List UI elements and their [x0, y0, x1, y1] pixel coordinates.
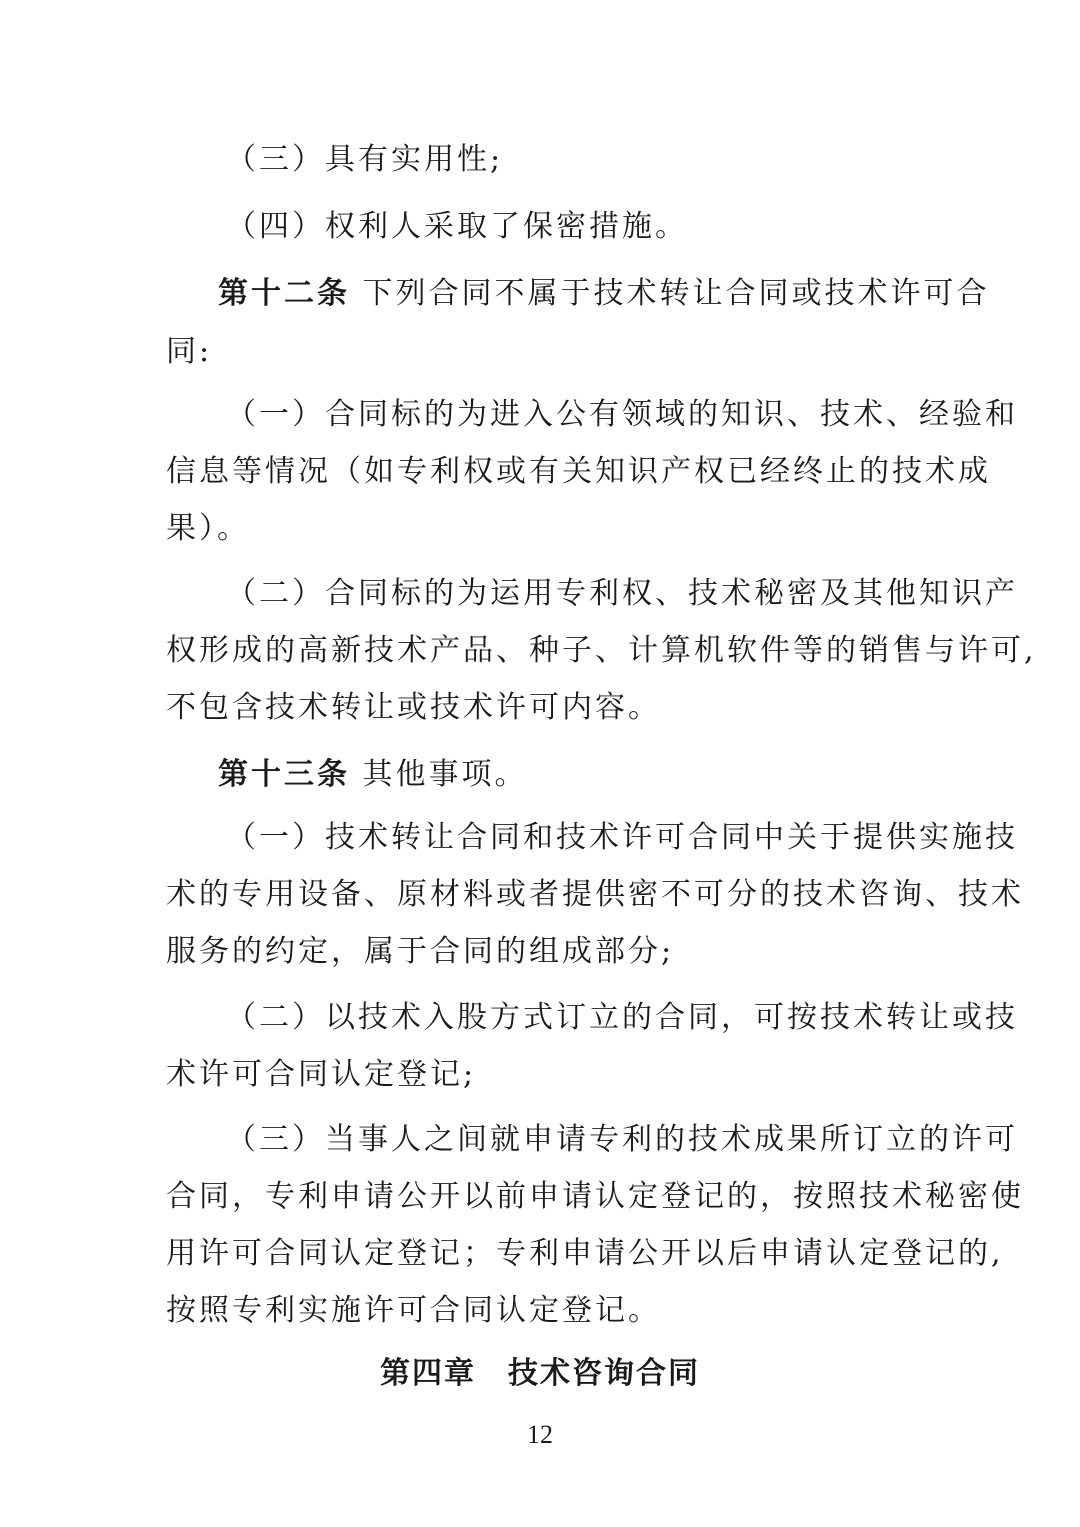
article-12-item-2-line-3: 不包含技术转让或技术许可内容。 [166, 690, 661, 725]
article-12-item-1-line-3: 果）。 [166, 511, 250, 546]
article-12-heading: 第十二条 [218, 276, 350, 311]
article-13-item-3-line-3: 用许可合同认定登记；专利申请公开以后申请认定登记的, [166, 1236, 1004, 1271]
article-13-item-2-line-2: 术许可合同认定登记; [166, 1057, 477, 1092]
article-12-line-1 [218, 274, 990, 314]
article-13-item-2-line-1: （二）以技术入股方式订立的合同，可按技术转让或技 [226, 1000, 1018, 1035]
article-13-item-1-line-1: （一）技术转让合同和技术许可合同中关于提供实施技 [226, 820, 1018, 855]
chapter-heading: 第四章 技术咨询合同 [380, 1356, 700, 1391]
article-12-item-1-line-2: 信息等情况（如专利权或有关知识产权已经终止的技术成 [166, 454, 991, 489]
article-13-item-3-line-2: 合同，专利申请公开以前申请认定登记的，按照技术秘密使 [166, 1179, 1024, 1214]
article-12-item-1-line-1: （一）合同标的为进入公有领域的知识、技术、经验和 [226, 397, 1018, 432]
article-12-item-2-line-2: 权形成的高新技术产品、种子、计算机软件等的销售与许可, [166, 633, 1037, 668]
article-12-text: 下列合同不属于技术转让合同或技术许可合 [362, 276, 990, 311]
article-12-line-2: 同: [166, 334, 213, 369]
article-13-item-1-line-2: 术的专用设备、原材料或者提供密不可分的技术咨询、技术 [166, 877, 1024, 912]
article-13-item-3-line-1: （三）当事人之间就申请专利的技术成果所订立的许可 [226, 1122, 1018, 1157]
article-13-item-3-line-4: 按照专利实施许可合同认定登记。 [166, 1293, 661, 1328]
article-13-line-1 [218, 755, 528, 795]
article-13-heading: 第十三条 [218, 757, 350, 792]
page-number: 12 [527, 1420, 553, 1449]
clause-4-confidentiality: （四）权利人采取了保密措施。 [226, 209, 688, 244]
clause-3-practicality: （三）具有实用性; [226, 142, 504, 177]
article-13-text: 其他事项。 [362, 757, 528, 792]
article-13-item-1-line-3: 服务的约定，属于合同的组成部分; [166, 934, 675, 969]
article-12-item-2-line-1: （二）合同标的为运用专利权、技术秘密及其他知识产 [226, 576, 1018, 611]
